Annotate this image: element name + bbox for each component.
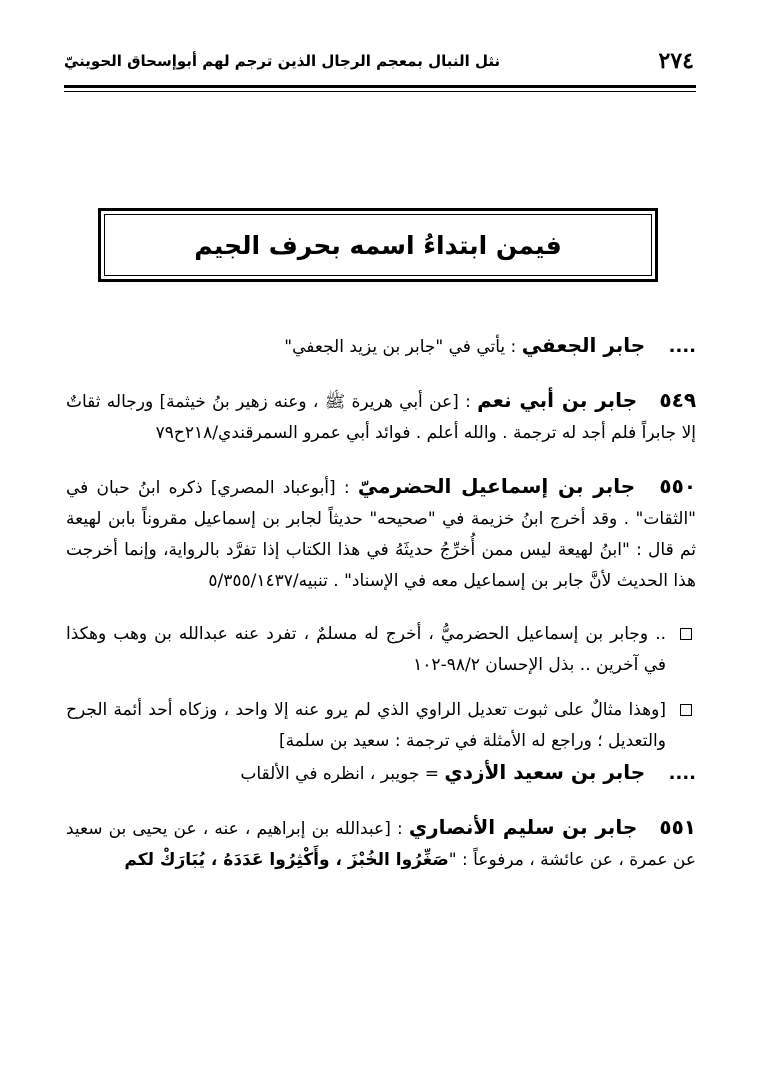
square-bullet-icon [680, 628, 692, 640]
note-item [66, 695, 696, 757]
entry-550 [66, 471, 696, 597]
entry-text: : يأتي في "جابر بن يزيد الجعفي" [284, 337, 517, 357]
entry-number: ٥٥٠ [659, 474, 697, 498]
header-rule-thin [64, 91, 696, 92]
entry-marker: .... [668, 763, 696, 784]
entry-549 [66, 385, 696, 449]
entry-name: جابر بن إسماعيل الحضرميّ [357, 474, 636, 498]
entry-name: جابر بن أبي نعم [477, 388, 638, 412]
entry-jabir-aljufi [66, 330, 696, 363]
hadith-quote: صَغِّرُوا الخُبْزَ ، وأَكْثِرُوا عَدَدَهُ ، يُبَارَكْ لكم [124, 850, 449, 870]
running-title: نثل النبال بمعجم الرجال الذين ترجم لهم أبوإسحاق الحوينيّ [64, 52, 501, 70]
note-item [66, 619, 696, 681]
note-text: [وهذا مثالٌ على ثبوت تعديل الراوي الذي لم يرو عنه إلا واحد ، وزكاه أحد أئمة الجرح والتعديل ؛ وراجع له الأمثلة في ترجمة : سعيد بن سلمة] [66, 700, 666, 751]
entry-name: جابر بن سعيد الأزدي [444, 760, 646, 784]
note-text: وجابر بن إسماعيل الحضرميُّ ، أخرج له مسلمٌ ، تفرد عنه عبدالله بن وهب وهكذا في آخرين .. بذل الإحسان ٩٨/٢-١٠٢ [66, 624, 666, 675]
entry-number: ٥٥١ [659, 815, 696, 839]
content-body [66, 330, 696, 898]
entry-marker: .... [668, 336, 696, 357]
chapter-heading-box [98, 208, 658, 282]
header-rule-thick [64, 85, 696, 88]
chapter-heading: فيمن ابتداءُ اسمه بحرف الجيم [104, 214, 652, 276]
entry-text: : [عن أبي هريرة ﷺ ، وعنه زهير بنُ خيثمة] ورجاله ثقاتٌ إلا جابراً فلم أجد له ترجمة . والله أعلم . فوائد أبي عمرو السمرقندي/٢١٨ح٧٩ [66, 392, 696, 443]
page-number: ٢٧٤ [658, 48, 694, 74]
entry-text: : [أبوعباد المصري] ذكره ابنُ حبان في "الثقات" . وقد أخرج ابنُ خزيمة في "صحيحه" حديثاً لجابر بن إسماعيل مقروناً بابن لهيعة ثم قال : "ابنُ لهيعة ليس ممن أُخرِّجُ حديثَهُ في هذا الكتاب إذا تفرَّد بالرواية، وإنما أخرجت هذا الحديث لأنَّ جابر بن إسماعيل معه في الإسناد" . تنبيه/٥/٣٥٥/١٤٣٧ [66, 478, 696, 591]
entry-name: جابر بن سليم الأنصاري [408, 815, 638, 839]
entry-text: : [عبدالله بن إبراهيم ، عنه ، عن يحيى بن سعيد عن عمرة ، عن عائشة ، مرفوعاً : " [66, 819, 696, 870]
page-header [64, 47, 694, 75]
entry-number: ٥٤٩ [659, 388, 697, 412]
note-lead: .. [655, 624, 667, 644]
entry-name: جابر الجعفي [521, 333, 646, 357]
entry-551 [66, 812, 696, 876]
square-bullet-icon [680, 704, 692, 716]
entry-jabir-alazdi [66, 757, 696, 790]
entry-text: = جويبر ، انظره في الألقاب [240, 764, 440, 784]
